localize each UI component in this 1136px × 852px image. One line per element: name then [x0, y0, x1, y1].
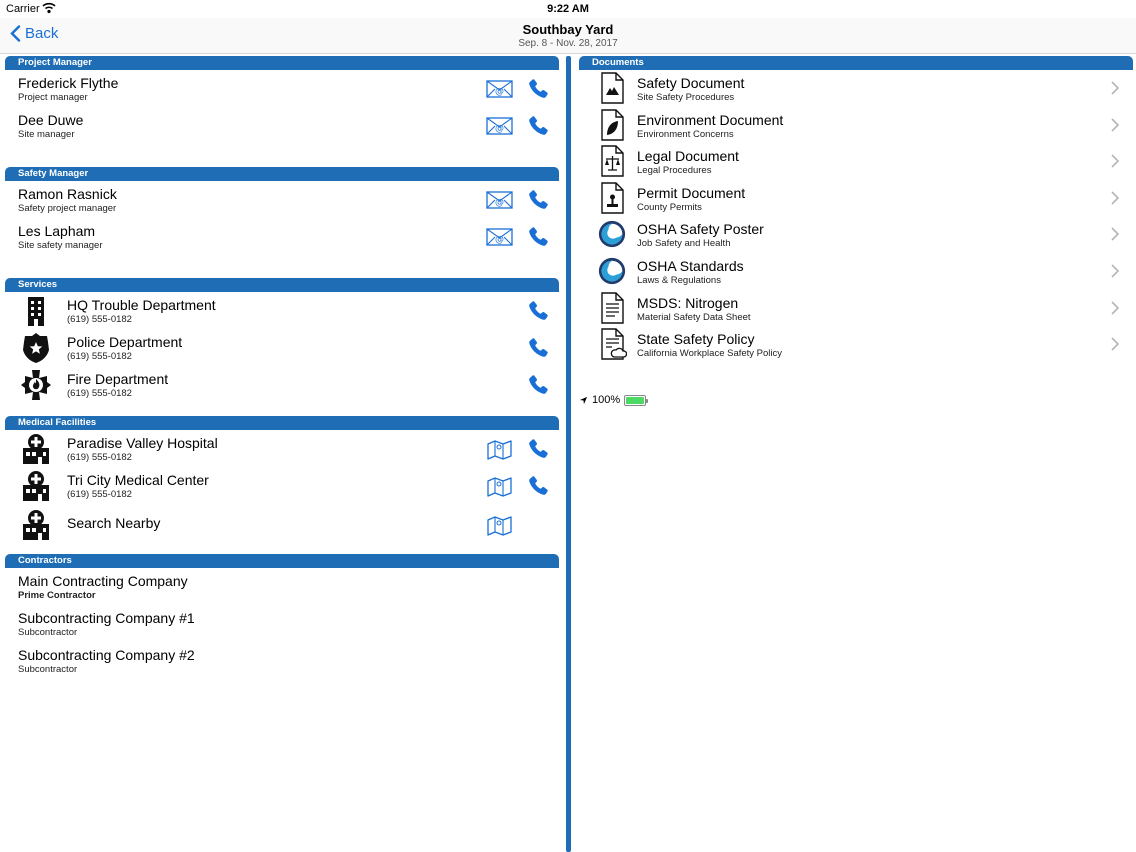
carrier-label: Carrier [6, 3, 40, 15]
email-icon[interactable] [486, 117, 513, 135]
document-subtitle: California Workplace Safety Policy [637, 348, 783, 360]
project-manager-section [5, 56, 559, 143]
back-label: Back [25, 25, 59, 42]
document-title: Legal Document [637, 148, 739, 165]
battery-percent: 100% [592, 394, 621, 406]
contact-role: Safety project manager [18, 203, 117, 215]
document-row[interactable] [579, 180, 1133, 217]
phone-icon[interactable] [526, 225, 550, 249]
map-icon[interactable] [487, 440, 512, 460]
facility-phone-number: (619) 555-0182 [67, 488, 132, 500]
document-title: Permit Document [637, 184, 746, 201]
chevron-right-icon [1111, 81, 1119, 95]
service-row[interactable] [5, 366, 559, 403]
chevron-right-icon [1111, 301, 1119, 315]
hospital-icon [20, 470, 52, 502]
document-title: State Safety Policy [637, 331, 755, 348]
service-phone-number: (619) 555-0182 [67, 387, 132, 399]
document-row[interactable] [579, 216, 1133, 253]
document-row[interactable] [579, 253, 1133, 290]
contact-row[interactable] [5, 70, 559, 107]
document-title: Environment Document [637, 111, 784, 128]
contractor-type: Prime Contractor [18, 590, 96, 602]
service-phone-number: (619) 555-0182 [67, 350, 132, 362]
service-row[interactable] [5, 292, 559, 329]
document-row[interactable] [579, 107, 1133, 144]
document-title: OSHA Standards [637, 257, 744, 274]
phone-icon[interactable] [526, 114, 550, 138]
document-title: Safety Document [637, 75, 745, 91]
contact-name: Frederick Flythe [18, 75, 119, 91]
osha-logo-icon [597, 218, 627, 250]
contact-name: Ramon Rasnick [18, 186, 117, 203]
section-header: Medical Facilities [5, 416, 559, 430]
document-row[interactable] [579, 143, 1133, 180]
services-section [5, 278, 559, 402]
facility-name: Paradise Valley Hospital [67, 435, 218, 452]
contact-name: Les Lapham [18, 222, 96, 239]
contractor-name: Main Contracting Company [18, 573, 188, 590]
facility-row[interactable] [5, 467, 559, 504]
medical-facilities-section [5, 416, 559, 547]
cloud-document-icon [597, 328, 627, 360]
section-header: Project Manager [5, 56, 559, 70]
document-subtitle: Job Safety and Health [637, 238, 731, 250]
contacts-panel [5, 56, 559, 852]
document-subtitle: Material Safety Data Sheet [637, 311, 751, 323]
email-icon[interactable] [486, 228, 513, 246]
hospital-icon [20, 433, 52, 465]
chevron-right-icon [1111, 337, 1119, 351]
police-badge-icon [20, 332, 52, 364]
osha-logo-icon [597, 255, 627, 287]
document-row[interactable] [579, 326, 1133, 363]
environment-document-icon [597, 109, 627, 141]
page-title: Southbay Yard [522, 22, 614, 37]
email-icon[interactable] [486, 191, 513, 209]
section-header: Contractors [5, 554, 559, 568]
navigation-bar [0, 18, 1136, 54]
legal-document-icon [597, 145, 627, 177]
safety-document-icon [597, 72, 627, 104]
panel-divider[interactable] [566, 56, 571, 852]
document-title: MSDS: Nitrogen [637, 294, 739, 311]
chevron-right-icon [1111, 227, 1119, 241]
contractor-type: Subcontractor [18, 626, 78, 638]
chevron-right-icon [1111, 264, 1119, 278]
document-subtitle: Environment Concerns [637, 128, 734, 140]
document-subtitle: Site Safety Procedures [637, 92, 735, 103]
facility-name: Tri City Medical Center [67, 471, 209, 488]
chevron-right-icon [1111, 191, 1119, 205]
page-date-range: Sep. 8 - Nov. 28, 2017 [518, 38, 618, 49]
safety-manager-section [5, 167, 559, 254]
contractors-section [5, 554, 559, 678]
section-header: Services [5, 278, 559, 292]
search-nearby-row[interactable] [5, 503, 559, 547]
fire-emblem-icon [20, 369, 52, 401]
contact-row[interactable] [5, 107, 559, 144]
document-row[interactable] [579, 290, 1133, 327]
phone-icon[interactable] [526, 188, 550, 212]
phone-icon[interactable] [526, 336, 550, 360]
contractor-type: Subcontractor [18, 663, 78, 675]
chevron-right-icon [1111, 154, 1119, 168]
section-header: Safety Manager [5, 167, 559, 181]
document-subtitle: Laws & Regulations [637, 274, 721, 286]
msds-document-icon [597, 292, 627, 324]
map-icon[interactable] [487, 516, 512, 536]
service-row[interactable] [5, 329, 559, 366]
document-subtitle: Legal Procedures [637, 165, 712, 177]
contact-role: Project manager [18, 92, 88, 103]
phone-icon[interactable] [526, 437, 550, 461]
search-nearby-label: Search Nearby [67, 515, 161, 532]
service-phone-number: (619) 555-0182 [67, 314, 132, 326]
phone-icon[interactable] [526, 474, 550, 498]
phone-icon[interactable] [526, 77, 550, 101]
email-icon[interactable] [486, 80, 513, 98]
contact-row[interactable] [5, 181, 559, 218]
phone-icon[interactable] [526, 299, 550, 323]
contact-role: Site manager [18, 128, 75, 140]
documents-panel [579, 56, 1133, 852]
facility-row[interactable] [5, 430, 559, 467]
document-row[interactable] [579, 70, 1133, 107]
service-name: Fire Department [67, 370, 169, 387]
contractor-name: Subcontracting Company #1 [18, 609, 195, 626]
phone-icon[interactable] [526, 373, 550, 397]
permit-document-icon [597, 182, 627, 214]
contractor-row[interactable] [5, 642, 559, 679]
contractor-row[interactable] [5, 568, 559, 605]
chevron-right-icon [1111, 118, 1119, 132]
map-icon[interactable] [487, 477, 512, 497]
building-icon [20, 295, 52, 327]
section-header: Documents [579, 56, 1133, 70]
contact-row[interactable] [5, 218, 559, 255]
contact-name: Dee Duwe [18, 111, 84, 128]
document-subtitle: County Permits [637, 201, 702, 213]
status-time: 9:22 AM [547, 3, 589, 15]
contractor-row[interactable] [5, 605, 559, 642]
service-name: Police Department [67, 333, 183, 350]
contractor-name: Subcontracting Company #2 [18, 646, 195, 663]
facility-phone-number: (619) 555-0182 [67, 452, 132, 464]
contact-role: Site safety manager [18, 239, 103, 251]
service-name: HQ Trouble Department [67, 297, 216, 314]
document-title: OSHA Safety Poster [637, 221, 764, 238]
hospital-icon [20, 509, 52, 541]
